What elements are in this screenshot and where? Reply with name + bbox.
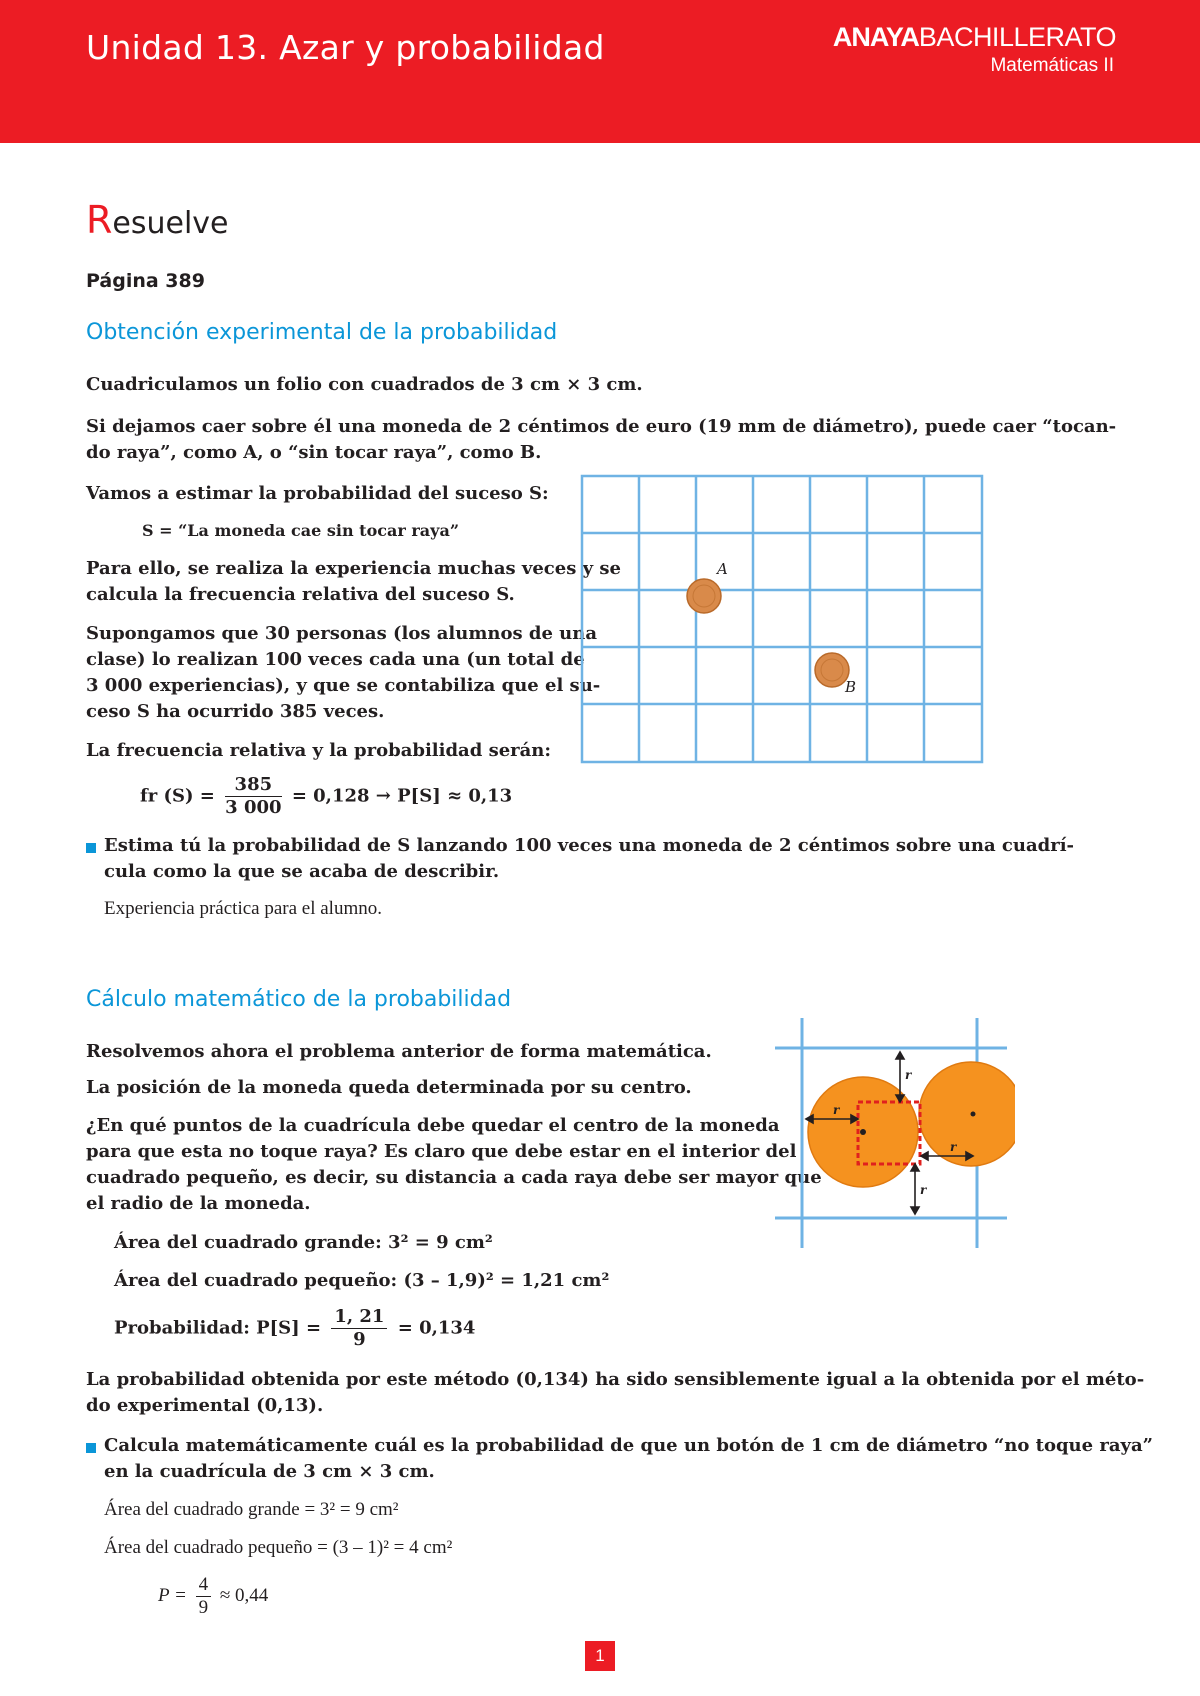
answer-probability: P = $\frac{4}{9}$ ≈ 0,44 <box>158 1574 269 1618</box>
event-definition: S = “La moneda cae sin tocar raya” <box>142 521 460 540</box>
paragraph: do experimental (0,13). <box>86 1395 324 1416</box>
coin-b-icon <box>815 653 849 687</box>
bullet-icon <box>86 1443 96 1453</box>
paragraph: Supongamos que 30 personas (los alumnos de una <box>86 623 598 644</box>
task-text: en la cuadrícula de 3 cm × 3 cm. <box>104 1461 435 1482</box>
publisher-logo: ANAYABACHILLERATO <box>832 22 1116 52</box>
unit-title: Unidad 13. Azar y probabilidad <box>86 28 605 67</box>
radius-label: r <box>905 1068 912 1082</box>
subject-label: Matemáticas II <box>990 55 1114 76</box>
paragraph: Resolvemos ahora el problema anterior de forma matemática. <box>86 1041 712 1062</box>
small-square-figure <box>775 1018 1015 1248</box>
paragraph: La probabilidad obtenida por este método (0,134) ha sido sensiblemente igual a la obtenida por el méto- <box>86 1369 1145 1390</box>
area-big-square: Área del cuadrado grande: 3² = 9 cm² <box>114 1232 493 1253</box>
relative-frequency-formula: fr (S) = $\frac{385}{3 000}$ = 0,128 → P[S] ≈ 0,13 <box>140 774 513 818</box>
paragraph: 3 000 experiencias), y que se contabiliza que el su- <box>86 675 601 696</box>
paragraph: ceso S ha ocurrido 385 veces. <box>86 701 385 722</box>
bullet-icon <box>86 843 96 853</box>
paragraph: cuadrado pequeño, es decir, su distancia a cada raya debe ser mayor que <box>86 1167 822 1188</box>
coin-icon <box>919 1062 1015 1166</box>
paragraph: calcula la frecuencia relativa del suceso S. <box>86 584 515 605</box>
answer-line: Área del cuadrado grande = 3² = 9 cm² <box>104 1499 399 1520</box>
task-text: Estima tú la probabilidad de S lanzando 100 veces una moneda de 2 céntimos sobre una cuadrí- <box>104 835 1075 856</box>
heading-experimental: Obtención experimental de la probabilidad <box>86 320 558 345</box>
page-number: 1 <box>585 1641 615 1671</box>
area-small-square: Área del cuadrado pequeño: (3 – 1,9)² = 1,21 cm² <box>114 1270 610 1291</box>
radius-label: r <box>833 1103 840 1117</box>
paragraph: el radio de la moneda. <box>86 1193 311 1214</box>
label-b: B <box>845 678 857 696</box>
coin-grid-figure <box>580 474 986 764</box>
task-text: cula como la que se acaba de describir. <box>104 861 500 882</box>
radius-label: r <box>950 1140 957 1154</box>
label-a: A <box>717 560 728 578</box>
paragraph: clase) lo realizan 100 veces cada una (un total de <box>86 649 585 670</box>
radius-label: r <box>920 1183 927 1197</box>
answer-text: Experiencia práctica para el alumno. <box>104 898 382 919</box>
page-reference: Página 389 <box>86 270 205 292</box>
paragraph: Si dejamos caer sobre él una moneda de 2 céntimos de euro (19 mm de diámetro), puede caer “tocan- <box>86 416 1117 437</box>
paragraph: do raya”, como A, o “sin tocar raya”, como B. <box>86 442 542 463</box>
paragraph: Vamos a estimar la probabilidad del suceso S: <box>86 483 549 504</box>
coin-a-icon <box>687 579 721 613</box>
probability-formula: Probabilidad: P[S] = $\frac{1, 21}{9}$ = 0,134 <box>114 1306 476 1350</box>
paragraph: ¿En qué puntos de la cuadrícula debe quedar el centro de la moneda <box>86 1115 780 1136</box>
paragraph: para que esta no toque raya? Es claro que debe estar en el interior del <box>86 1141 797 1162</box>
task-text: Calcula matemáticamente cuál es la probabilidad de que un botón de 1 cm de diámetro “no toque raya” <box>104 1435 1153 1456</box>
paragraph: La posición de la moneda queda determinada por su centro. <box>86 1077 692 1098</box>
heading-mathematical: Cálculo matemático de la probabilidad <box>86 987 512 1012</box>
paragraph: La frecuencia relativa y la probabilidad serán: <box>86 740 552 761</box>
paragraph: Para ello, se realiza la experiencia muchas veces y se <box>86 558 621 579</box>
section-title: Resuelve <box>86 198 229 242</box>
paragraph: Cuadriculamos un folio con cuadrados de 3 cm × 3 cm. <box>86 374 643 395</box>
page-header <box>0 0 1200 143</box>
answer-line: Área del cuadrado pequeño = (3 – 1)² = 4 cm² <box>104 1537 453 1558</box>
